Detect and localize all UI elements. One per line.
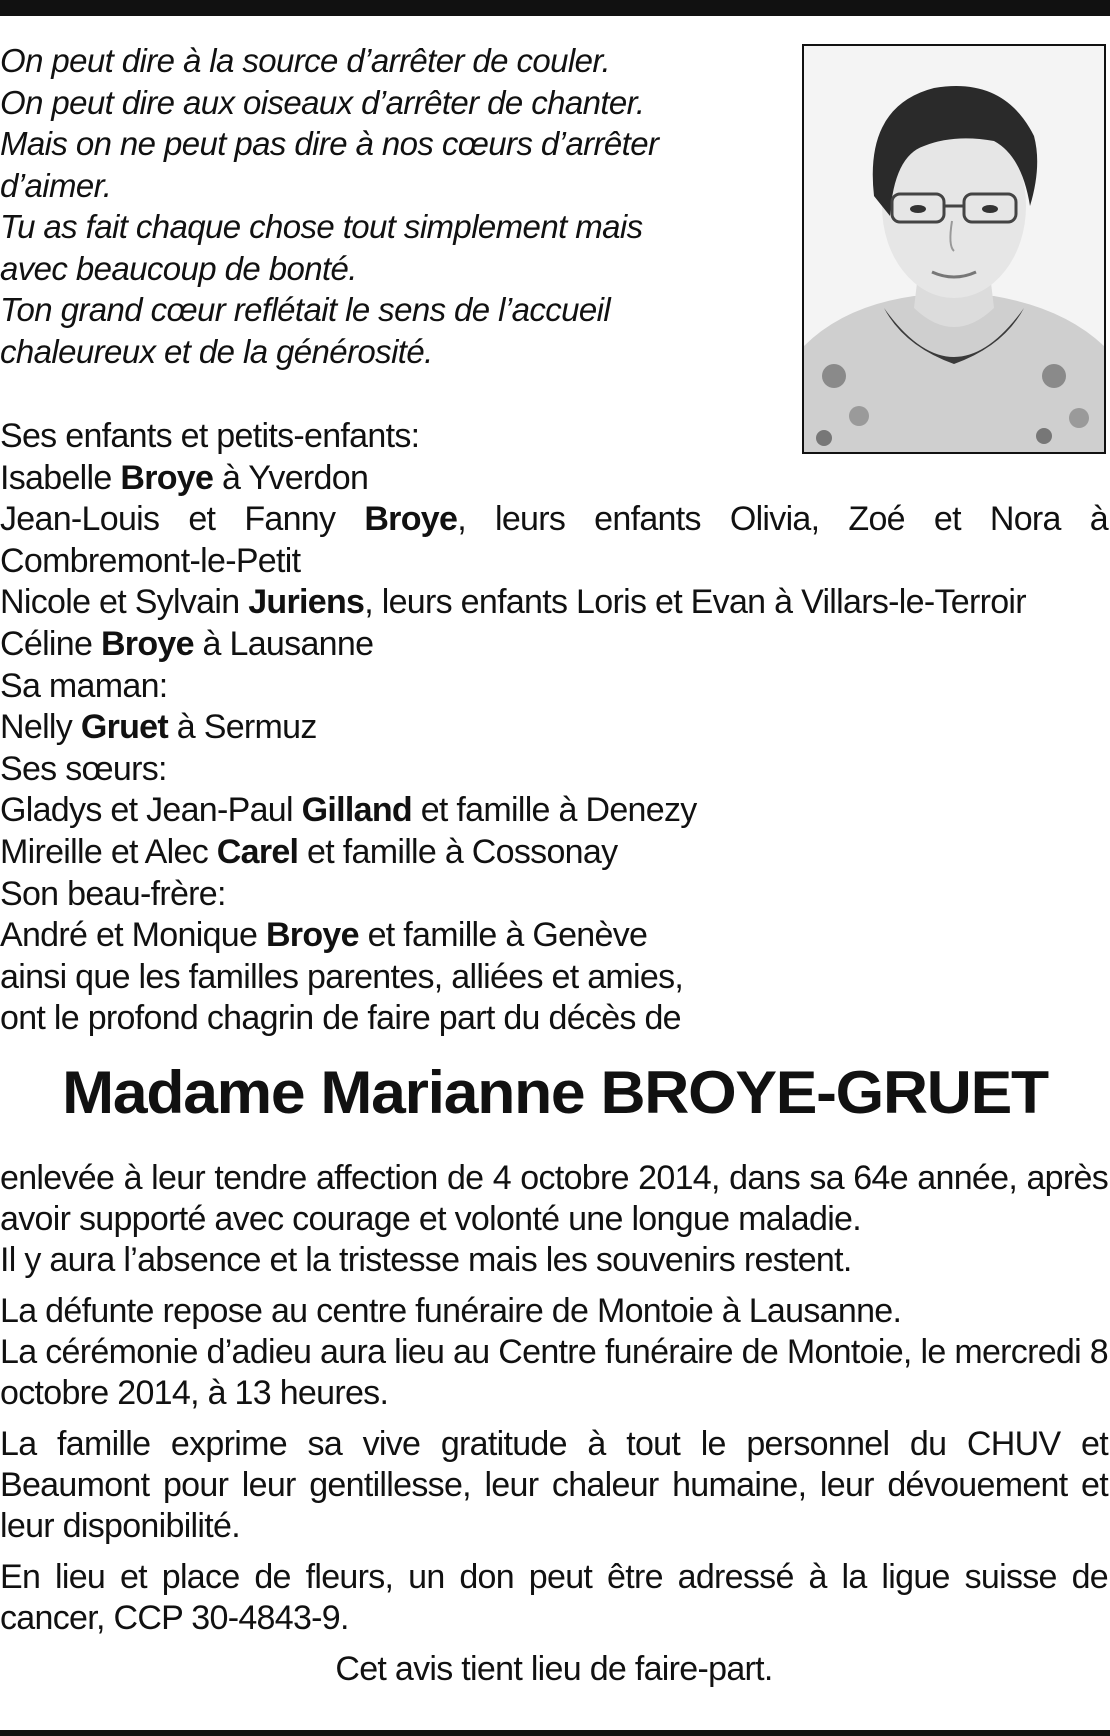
relatives-line: ainsi que les familles parentes, alliées et amies, bbox=[0, 957, 684, 996]
surname: Carel bbox=[216, 832, 299, 871]
brotherinlaw-header: Son beau-frère: bbox=[0, 874, 226, 913]
mother-header: Sa maman: bbox=[0, 666, 168, 705]
surname: Broye bbox=[265, 916, 359, 955]
footer-note: Cet avis tient lieu de faire-part. bbox=[335, 1650, 773, 1688]
family-line: Jean-Louis et Fanny Broye, leurs enfants Olivia, Zoé et Nora à Combremont-le-Petit bbox=[0, 500, 1108, 580]
deceased-name: Madame Marianne BROYE-GRUET bbox=[62, 1059, 1048, 1126]
family-line: Nicole et Sylvain Juriens, leurs enfants Loris et Evan à Villars-le-Terroir bbox=[0, 583, 1026, 622]
top-rule bbox=[0, 0, 1110, 16]
family-line: Mireille et Alec Carel et famille à Cossonay bbox=[0, 832, 618, 871]
surname: Gruet bbox=[80, 708, 169, 747]
closing-paragraph: La défunte repose au centre funéraire de Montoie à Lausanne. La cérémonie d’adieu aura lieu au Centre funéraire de Montoie, le mercredi 8 octobre 2014, à 13 heures. bbox=[0, 1292, 1108, 1412]
bottom-rule bbox=[0, 1730, 1110, 1736]
poem-line: On peut dire à la source d’arrêter de couler. bbox=[0, 42, 611, 79]
family-line: Nelly Gruet à Sermuz bbox=[0, 708, 317, 747]
family-line: Isabelle Broye à Yverdon bbox=[0, 458, 369, 497]
closing-paragraph: En lieu et place de fleurs, un don peut être adressé à la ligue suisse de cancer, CCP 30-4843-9. bbox=[0, 1558, 1108, 1637]
surname: Broye bbox=[120, 458, 214, 497]
poem-line: Mais on ne peut pas dire à nos cœurs d’arrêter d’aimer. bbox=[0, 125, 659, 204]
surname: Gilland bbox=[301, 791, 412, 830]
children-header: Ses enfants et petits-enfants: bbox=[0, 417, 420, 455]
poem-line: Ton grand cœur reflétait le sens de l’accueil chaleureux et de la générosité. bbox=[0, 291, 611, 370]
closing-paragraph: La famille exprime sa vive gratitude à tout le personnel du CHUV et Beaumont pour leur gentillesse, leur chaleur humaine, leur dévouement et leur disponibilité. bbox=[0, 1425, 1108, 1545]
portrait-photo bbox=[802, 44, 1106, 454]
poem-line: Tu as fait chaque chose tout simplement mais avec beaucoup de bonté. bbox=[0, 208, 643, 287]
closing-text bbox=[0, 1158, 1108, 1700]
closing-paragraph: enlevée à leur tendre affection de 4 octobre 2014, dans sa 64e année, après avoir supporté avec courage et volonté une longue maladie. Il y aura l’absence et la tristesse mais les souvenirs restent. bbox=[0, 1159, 1108, 1279]
surname: Juriens bbox=[248, 583, 365, 622]
portrait-illustration bbox=[804, 46, 1104, 452]
family-list bbox=[0, 416, 1108, 1040]
sisters-header: Ses sœurs: bbox=[0, 749, 167, 788]
surname: Broye bbox=[100, 624, 194, 663]
announce-line: ont le profond chagrin de faire part du décès de bbox=[0, 999, 681, 1038]
poem-line: On peut dire aux oiseaux d’arrêter de chanter. bbox=[0, 83, 645, 121]
family-line: Céline Broye à Lausanne bbox=[0, 624, 374, 663]
family-line: Gladys et Jean-Paul Gilland et famille à Denezy bbox=[0, 791, 697, 830]
poem bbox=[0, 40, 700, 372]
family-line: André et Monique Broye et famille à Genève bbox=[0, 916, 648, 955]
surname: Broye bbox=[364, 500, 458, 539]
